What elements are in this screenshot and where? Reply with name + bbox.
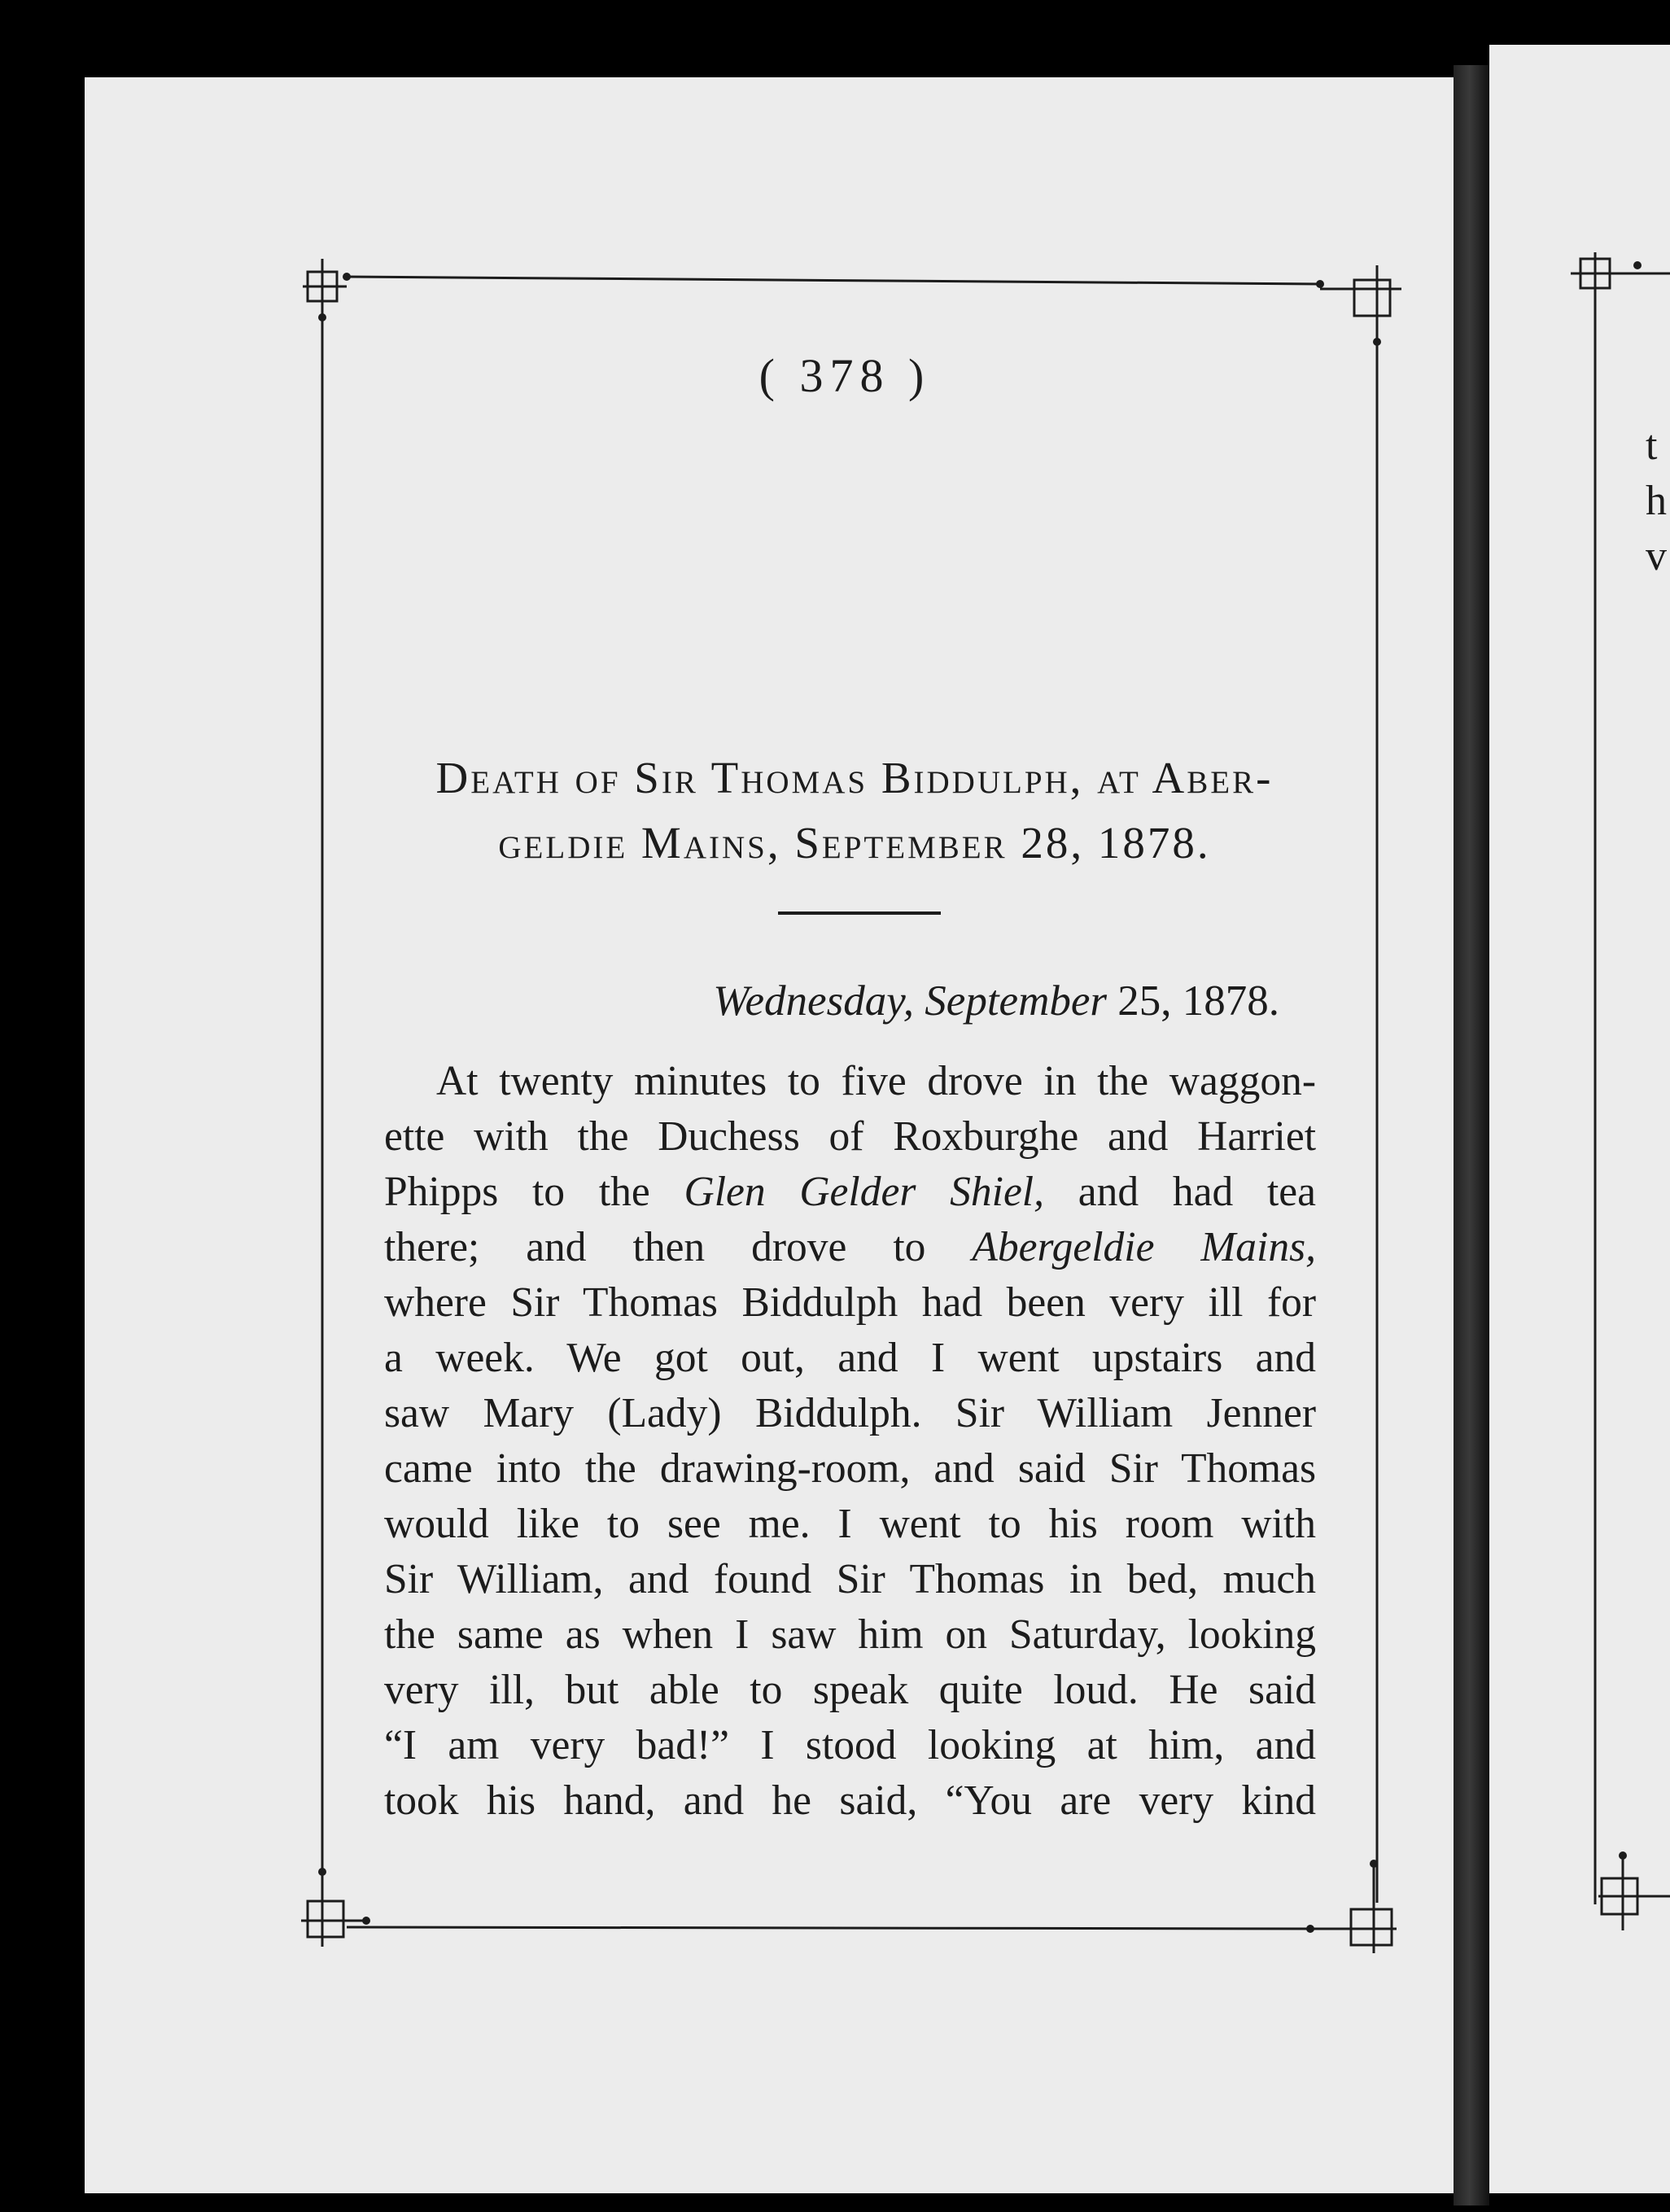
entry-date-rest: 25, 1878. <box>1107 977 1279 1025</box>
body-line <box>384 1219 1316 1276</box>
body-line <box>384 1164 1316 1221</box>
chapter-title-line-2: geldie Mains, September 28, 1878. <box>498 818 1211 868</box>
body-line: took his hand, and he said, “You are very kind <box>384 1777 1316 1824</box>
body-text: there; and then drove to <box>384 1224 973 1270</box>
chapter-title-line-1: Death of Sir Thomas Biddulph, at Aber- <box>435 753 1274 802</box>
body-line: “I am very bad!” I stood looking at him, and <box>384 1722 1316 1768</box>
body-line: Sir William, and found Sir Thomas in bed, much <box>384 1556 1316 1602</box>
place-name: Glen Gelder Shiel, <box>684 1169 1044 1215</box>
body-line: saw Mary (Lady) Biddulph. Sir William Jenner <box>384 1390 1316 1436</box>
page-number: ( 378 ) <box>758 349 931 402</box>
body-line: would like to see me. I went to his room with <box>384 1501 1316 1547</box>
next-page-fragment: h <box>1646 478 1667 524</box>
body-line: At twenty minutes to five drove in the waggon- <box>436 1058 1316 1104</box>
entry-date <box>675 977 1279 1025</box>
place-name: Abergeldie Mains, <box>972 1224 1317 1270</box>
entry-date-day: Wednesday, September <box>713 977 1107 1025</box>
body-line: the same as when I saw him on Saturday, looking <box>384 1611 1316 1658</box>
body-line: where Sir Thomas Biddulph had been very ill for <box>384 1279 1316 1326</box>
body-text: Phipps to the <box>384 1169 684 1215</box>
next-page-fragment: v <box>1646 533 1667 579</box>
body-line: very ill, but able to speak quite loud. He said <box>384 1667 1316 1713</box>
next-page-fragment: t <box>1646 422 1658 469</box>
body-line: a week. We got out, and I went upstairs and <box>384 1335 1316 1381</box>
body-text: and had tea <box>1043 1169 1316 1215</box>
body-line: came into the drawing-room, and said Sir Thomas <box>384 1445 1316 1492</box>
body-line: ette with the Duchess of Roxburghe and Harriet <box>384 1113 1316 1160</box>
